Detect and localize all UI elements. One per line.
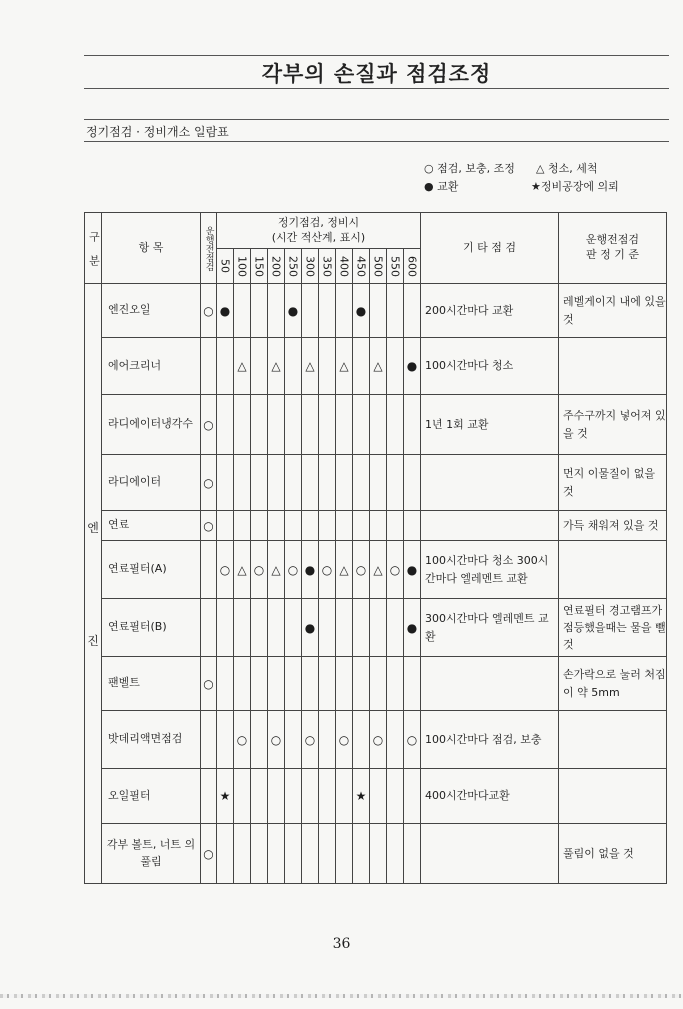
interval-mark-50 bbox=[217, 824, 234, 884]
interval-mark-350 bbox=[319, 284, 336, 338]
header-periodic: 정기점검, 정비시 (시간 적산계, 표시) bbox=[217, 213, 421, 249]
table-row bbox=[85, 711, 667, 769]
other-check bbox=[421, 511, 559, 541]
interval-mark-450: ○ bbox=[353, 541, 370, 599]
interval-mark-400 bbox=[336, 395, 353, 455]
interval-mark-300: ○ bbox=[302, 711, 319, 769]
interval-mark-350 bbox=[319, 511, 336, 541]
interval-mark-600 bbox=[404, 395, 421, 455]
interval-mark-600 bbox=[404, 657, 421, 711]
interval-mark-450 bbox=[353, 599, 370, 657]
table-subtitle: 정기점검 · 정비개소 일람표 bbox=[86, 125, 229, 139]
table-row bbox=[85, 338, 667, 395]
page-number: 36 bbox=[332, 936, 351, 952]
interval-mark-400 bbox=[336, 769, 353, 824]
table-row bbox=[85, 657, 667, 711]
interval-mark-100 bbox=[234, 657, 251, 711]
interval-mark-400 bbox=[336, 824, 353, 884]
table-row bbox=[85, 511, 667, 541]
interval-mark-300 bbox=[302, 455, 319, 511]
interval-mark-300 bbox=[302, 824, 319, 884]
header-hour-450: 450 bbox=[353, 249, 370, 284]
interval-mark-300 bbox=[302, 284, 319, 338]
interval-mark-600 bbox=[404, 455, 421, 511]
interval-mark-400 bbox=[336, 657, 353, 711]
pre-op-mark: ○ bbox=[201, 455, 217, 511]
interval-mark-100: △ bbox=[234, 338, 251, 395]
interval-mark-250 bbox=[285, 769, 302, 824]
interval-mark-100: △ bbox=[234, 541, 251, 599]
criteria: 가득 채워져 있을 것 bbox=[559, 511, 667, 541]
interval-mark-400 bbox=[336, 599, 353, 657]
header-hour-350: 350 bbox=[319, 249, 336, 284]
other-check: 100시간마다 청소 300시간마다 엘레멘트 교환 bbox=[421, 541, 559, 599]
header-other: 기 타 점 검 bbox=[421, 213, 559, 284]
interval-mark-500 bbox=[370, 769, 387, 824]
interval-mark-550 bbox=[387, 511, 404, 541]
interval-mark-200: ○ bbox=[268, 711, 285, 769]
interval-mark-350 bbox=[319, 711, 336, 769]
interval-mark-250 bbox=[285, 599, 302, 657]
pre-op-mark: ○ bbox=[201, 284, 217, 338]
interval-mark-550 bbox=[387, 599, 404, 657]
interval-mark-300 bbox=[302, 769, 319, 824]
interval-mark-550 bbox=[387, 338, 404, 395]
header-hour-300: 300 bbox=[302, 249, 319, 284]
interval-mark-300 bbox=[302, 657, 319, 711]
interval-mark-250: ● bbox=[285, 284, 302, 338]
interval-mark-200 bbox=[268, 824, 285, 884]
interval-mark-200 bbox=[268, 769, 285, 824]
pre-op-mark bbox=[201, 541, 217, 599]
header-hour-250: 250 bbox=[285, 249, 302, 284]
table-row bbox=[85, 769, 667, 824]
interval-mark-100 bbox=[234, 511, 251, 541]
interval-mark-50 bbox=[217, 599, 234, 657]
interval-mark-500 bbox=[370, 395, 387, 455]
pre-op-mark: ○ bbox=[201, 395, 217, 455]
interval-mark-350 bbox=[319, 657, 336, 711]
row-item: 밧데리액면점검 bbox=[102, 711, 201, 769]
row-item: 연료필터(B) bbox=[102, 599, 201, 657]
interval-mark-550 bbox=[387, 284, 404, 338]
interval-mark-250 bbox=[285, 338, 302, 395]
interval-mark-100: ○ bbox=[234, 711, 251, 769]
interval-mark-450 bbox=[353, 511, 370, 541]
pre-op-mark: ○ bbox=[201, 511, 217, 541]
interval-mark-200 bbox=[268, 284, 285, 338]
interval-mark-50: ★ bbox=[217, 769, 234, 824]
table-row bbox=[85, 395, 667, 455]
interval-mark-50 bbox=[217, 711, 234, 769]
section-label-1: 엔 bbox=[87, 520, 99, 535]
criteria: 풀림이 없을 것 bbox=[559, 824, 667, 884]
interval-mark-250 bbox=[285, 711, 302, 769]
pre-op-mark: ○ bbox=[201, 657, 217, 711]
interval-mark-50 bbox=[217, 455, 234, 511]
interval-mark-150 bbox=[251, 284, 268, 338]
other-check bbox=[421, 824, 559, 884]
criteria bbox=[559, 541, 667, 599]
scan-edge bbox=[0, 994, 683, 998]
section-label-2: 진 bbox=[87, 633, 99, 648]
header-hour-400: 400 bbox=[336, 249, 353, 284]
criteria: 연료필터 경고램프가 점등했을때는 물을 뺄 것 bbox=[559, 599, 667, 657]
other-check: 400시간마다교환 bbox=[421, 769, 559, 824]
header-category: 구 분 bbox=[85, 213, 102, 284]
maintenance-table bbox=[84, 212, 667, 884]
top-rule bbox=[84, 55, 669, 56]
interval-mark-200: △ bbox=[268, 541, 285, 599]
other-check: 100시간마다 점검, 보충 bbox=[421, 711, 559, 769]
pre-op-mark bbox=[201, 599, 217, 657]
table-row bbox=[85, 455, 667, 511]
interval-mark-500 bbox=[370, 284, 387, 338]
subtitle-rule-top bbox=[84, 119, 669, 120]
interval-mark-600 bbox=[404, 511, 421, 541]
criteria: 먼지 이물질이 없을 것 bbox=[559, 455, 667, 511]
pre-op-mark bbox=[201, 338, 217, 395]
interval-mark-600: ○ bbox=[404, 711, 421, 769]
interval-mark-500 bbox=[370, 599, 387, 657]
header-hour-150: 150 bbox=[251, 249, 268, 284]
table-row bbox=[85, 599, 667, 657]
interval-mark-550 bbox=[387, 657, 404, 711]
other-check bbox=[421, 657, 559, 711]
interval-mark-350 bbox=[319, 769, 336, 824]
pre-op-mark: ○ bbox=[201, 824, 217, 884]
interval-mark-450 bbox=[353, 455, 370, 511]
criteria bbox=[559, 711, 667, 769]
row-item: 엔진오일 bbox=[102, 284, 201, 338]
interval-mark-200 bbox=[268, 395, 285, 455]
interval-mark-350 bbox=[319, 599, 336, 657]
interval-mark-100 bbox=[234, 455, 251, 511]
other-check bbox=[421, 455, 559, 511]
criteria: 레벨게이지 내에 있을 것 bbox=[559, 284, 667, 338]
legend-triangle: △ 청소, 세척 bbox=[536, 162, 598, 175]
header-hour-600: 600 bbox=[404, 249, 421, 284]
interval-mark-600 bbox=[404, 284, 421, 338]
pre-op-mark bbox=[201, 711, 217, 769]
interval-mark-450 bbox=[353, 395, 370, 455]
criteria bbox=[559, 769, 667, 824]
interval-mark-250: ○ bbox=[285, 541, 302, 599]
interval-mark-150 bbox=[251, 455, 268, 511]
interval-mark-400 bbox=[336, 511, 353, 541]
interval-mark-200 bbox=[268, 511, 285, 541]
interval-mark-50 bbox=[217, 338, 234, 395]
criteria: 손가락으로 눌러 처짐이 약 5mm bbox=[559, 657, 667, 711]
criteria: 주수구까지 넣어져 있을 것 bbox=[559, 395, 667, 455]
header-hour-50: 50 bbox=[217, 249, 234, 284]
row-item: 각부 볼트, 너트 의 풀림 bbox=[102, 824, 201, 884]
interval-mark-100 bbox=[234, 769, 251, 824]
section-engine bbox=[85, 284, 102, 884]
header-criteria: 운행전점검 판 정 기 준 bbox=[559, 213, 667, 284]
interval-mark-350 bbox=[319, 395, 336, 455]
row-item: 팬벨트 bbox=[102, 657, 201, 711]
interval-mark-350 bbox=[319, 824, 336, 884]
interval-mark-450: ★ bbox=[353, 769, 370, 824]
interval-mark-250 bbox=[285, 511, 302, 541]
interval-mark-150 bbox=[251, 769, 268, 824]
row-item: 에어크리너 bbox=[102, 338, 201, 395]
page-title: 각부의 손질과 점검조정 bbox=[261, 62, 492, 86]
row-item: 연료 bbox=[102, 511, 201, 541]
criteria bbox=[559, 338, 667, 395]
interval-mark-100 bbox=[234, 824, 251, 884]
interval-mark-550 bbox=[387, 769, 404, 824]
interval-mark-350: ○ bbox=[319, 541, 336, 599]
interval-mark-350 bbox=[319, 338, 336, 395]
interval-mark-50: ● bbox=[217, 284, 234, 338]
interval-mark-50: ○ bbox=[217, 541, 234, 599]
interval-mark-200 bbox=[268, 455, 285, 511]
interval-mark-300 bbox=[302, 395, 319, 455]
interval-mark-500: △ bbox=[370, 338, 387, 395]
row-item: 라디에이터 bbox=[102, 455, 201, 511]
interval-mark-100 bbox=[234, 284, 251, 338]
interval-mark-200 bbox=[268, 599, 285, 657]
interval-mark-550 bbox=[387, 711, 404, 769]
interval-mark-150 bbox=[251, 338, 268, 395]
header-hour-500: 500 bbox=[370, 249, 387, 284]
pre-op-mark bbox=[201, 769, 217, 824]
header-pre-op: 운행전점검 bbox=[201, 213, 217, 284]
interval-mark-150 bbox=[251, 657, 268, 711]
interval-mark-250 bbox=[285, 824, 302, 884]
interval-mark-250 bbox=[285, 657, 302, 711]
interval-mark-450 bbox=[353, 711, 370, 769]
title-rule bbox=[84, 88, 669, 89]
interval-mark-50 bbox=[217, 395, 234, 455]
interval-mark-50 bbox=[217, 511, 234, 541]
interval-mark-400 bbox=[336, 284, 353, 338]
interval-mark-350 bbox=[319, 455, 336, 511]
interval-mark-600 bbox=[404, 824, 421, 884]
interval-mark-550 bbox=[387, 824, 404, 884]
interval-mark-50 bbox=[217, 657, 234, 711]
interval-mark-400: △ bbox=[336, 338, 353, 395]
interval-mark-200: △ bbox=[268, 338, 285, 395]
interval-mark-550: ○ bbox=[387, 541, 404, 599]
interval-mark-500: △ bbox=[370, 541, 387, 599]
other-check: 1년 1회 교환 bbox=[421, 395, 559, 455]
row-item: 오일필터 bbox=[102, 769, 201, 824]
other-check: 100시간마다 청소 bbox=[421, 338, 559, 395]
interval-mark-300: △ bbox=[302, 338, 319, 395]
interval-mark-200 bbox=[268, 657, 285, 711]
interval-mark-500 bbox=[370, 455, 387, 511]
interval-mark-600: ● bbox=[404, 599, 421, 657]
row-item: 연료필터(A) bbox=[102, 541, 201, 599]
row-item: 라디에이터냉각수 bbox=[102, 395, 201, 455]
legend-star: ★정비공장에 의뢰 bbox=[531, 180, 619, 193]
header-hour-200: 200 bbox=[268, 249, 285, 284]
table-row bbox=[85, 284, 667, 338]
interval-mark-300: ● bbox=[302, 541, 319, 599]
interval-mark-400: △ bbox=[336, 541, 353, 599]
interval-mark-150 bbox=[251, 711, 268, 769]
interval-mark-400 bbox=[336, 455, 353, 511]
header-hour-100: 100 bbox=[234, 249, 251, 284]
subtitle-rule-bottom bbox=[84, 141, 669, 142]
interval-mark-600 bbox=[404, 769, 421, 824]
interval-mark-600: ● bbox=[404, 541, 421, 599]
interval-mark-150 bbox=[251, 395, 268, 455]
interval-mark-150 bbox=[251, 824, 268, 884]
header-hour-550: 550 bbox=[387, 249, 404, 284]
other-check: 200시간마다 교환 bbox=[421, 284, 559, 338]
interval-mark-450 bbox=[353, 338, 370, 395]
interval-mark-500 bbox=[370, 511, 387, 541]
table-row bbox=[85, 541, 667, 599]
interval-mark-400: ○ bbox=[336, 711, 353, 769]
interval-mark-100 bbox=[234, 395, 251, 455]
interval-mark-300 bbox=[302, 511, 319, 541]
interval-mark-250 bbox=[285, 455, 302, 511]
interval-mark-100 bbox=[234, 599, 251, 657]
interval-mark-150 bbox=[251, 599, 268, 657]
header-item: 항 목 bbox=[102, 213, 201, 284]
interval-mark-450 bbox=[353, 657, 370, 711]
interval-mark-250 bbox=[285, 395, 302, 455]
legend-circle: ○ 점검, 보충, 조정 bbox=[424, 162, 515, 175]
interval-mark-150 bbox=[251, 511, 268, 541]
other-check: 300시간마다 엘레멘트 교환 bbox=[421, 599, 559, 657]
interval-mark-500 bbox=[370, 657, 387, 711]
interval-mark-450: ● bbox=[353, 284, 370, 338]
interval-mark-550 bbox=[387, 455, 404, 511]
interval-mark-300: ● bbox=[302, 599, 319, 657]
interval-mark-600: ● bbox=[404, 338, 421, 395]
interval-mark-500 bbox=[370, 824, 387, 884]
interval-mark-500: ○ bbox=[370, 711, 387, 769]
interval-mark-450 bbox=[353, 824, 370, 884]
interval-mark-550 bbox=[387, 395, 404, 455]
legend-dot: ● 교환 bbox=[424, 180, 459, 193]
table-row bbox=[85, 824, 667, 884]
interval-mark-150: ○ bbox=[251, 541, 268, 599]
